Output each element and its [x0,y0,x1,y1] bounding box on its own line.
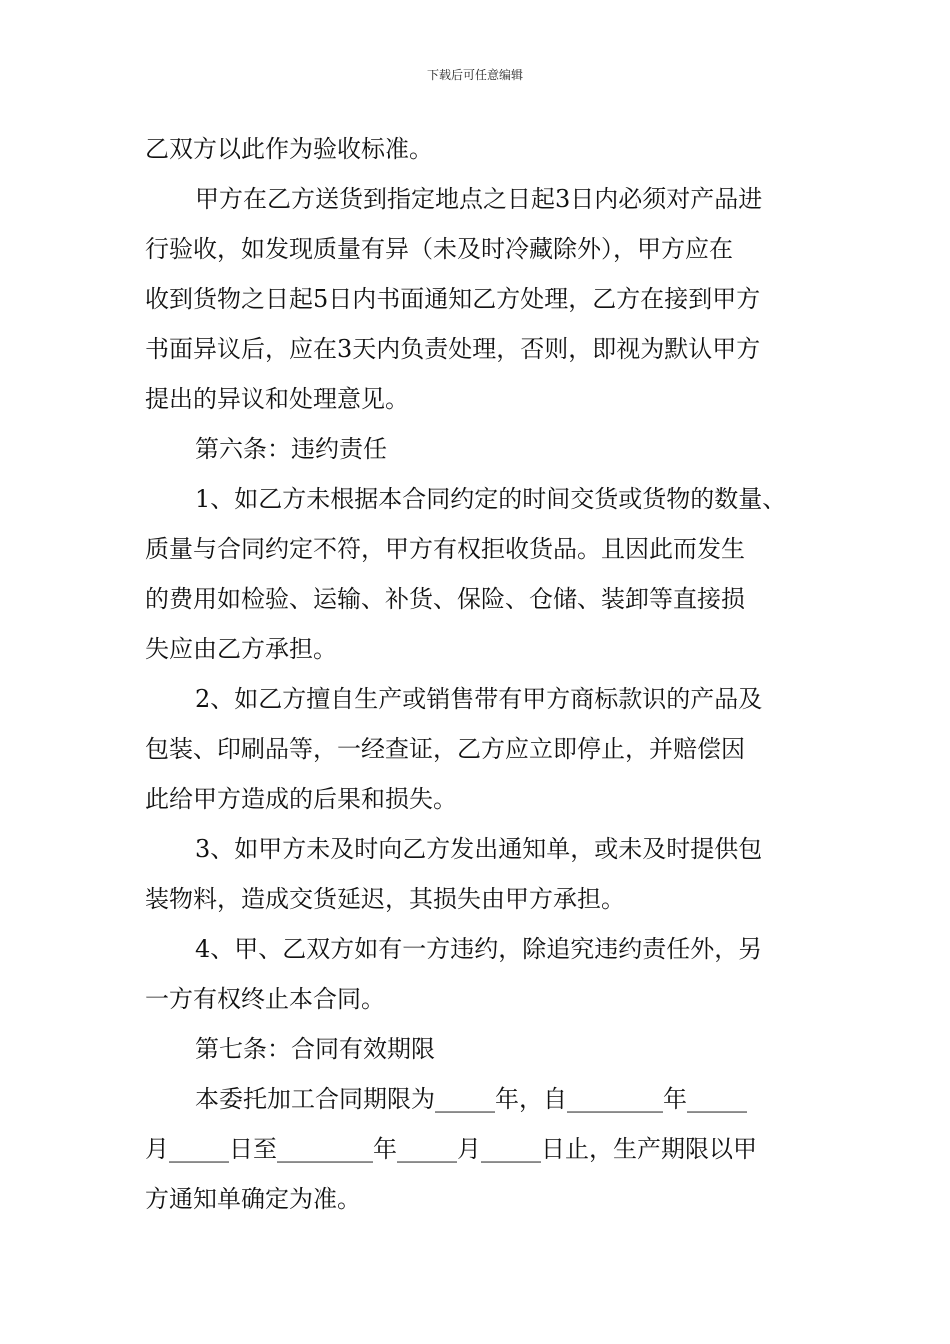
text-line: 1、如乙方未根据本合同约定的时间交货或货物的数量、 [195,485,787,513]
text-line: 乙双方以此作为验收标准。 [145,135,433,163]
text-line: 质量与合同约定不符，甲方有权拒收货品。且因此而发生 [145,535,745,563]
text-line: 一方有权终止本合同。 [145,985,385,1013]
text-line: 月_____日至________年_____月_____日止，生产期限以甲 [145,1135,757,1163]
section-heading: 第七条：合同有效期限 [195,1035,435,1063]
text-line: 2、如乙方擅自生产或销售带有甲方商标款识的产品及 [195,685,763,713]
text-line: 行验收，如发现质量有异（未及时冷藏除外），甲方应在 [145,235,733,263]
text-line: 方通知单确定为准。 [145,1185,361,1213]
text-line: 失应由乙方承担。 [145,635,337,663]
text-line: 的费用如检验、运输、补货、保险、仓储、装卸等直接损 [145,585,745,613]
text-line: 装物料，造成交货延迟，其损失由甲方承担。 [145,885,625,913]
section-heading: 第六条：违约责任 [195,435,387,463]
text-line: 4、甲、乙双方如有一方违约，除追究违约责任外，另 [195,935,763,963]
text-line: 本委托加工合同期限为_____年，自________年_____ [195,1085,747,1113]
text-line: 收到货物之日起5日内书面通知乙方处理，乙方在接到甲方 [145,285,761,313]
page-header: 下载后可任意编辑 [426,68,523,82]
text-line: 包装、印刷品等，一经查证，乙方应立即停止，并赔偿因 [145,735,745,763]
text-line: 提出的异议和处理意见。 [145,385,409,413]
text-line: 甲方在乙方送货到指定地点之日起3日内必须对产品进 [195,185,763,213]
text-line: 此给甲方造成的后果和损失。 [145,785,457,813]
text-line: 书面异议后，应在3天内负责处理，否则，即视为默认甲方 [145,335,761,363]
text-line: 3、如甲方未及时向乙方发出通知单，或未及时提供包 [195,835,763,863]
